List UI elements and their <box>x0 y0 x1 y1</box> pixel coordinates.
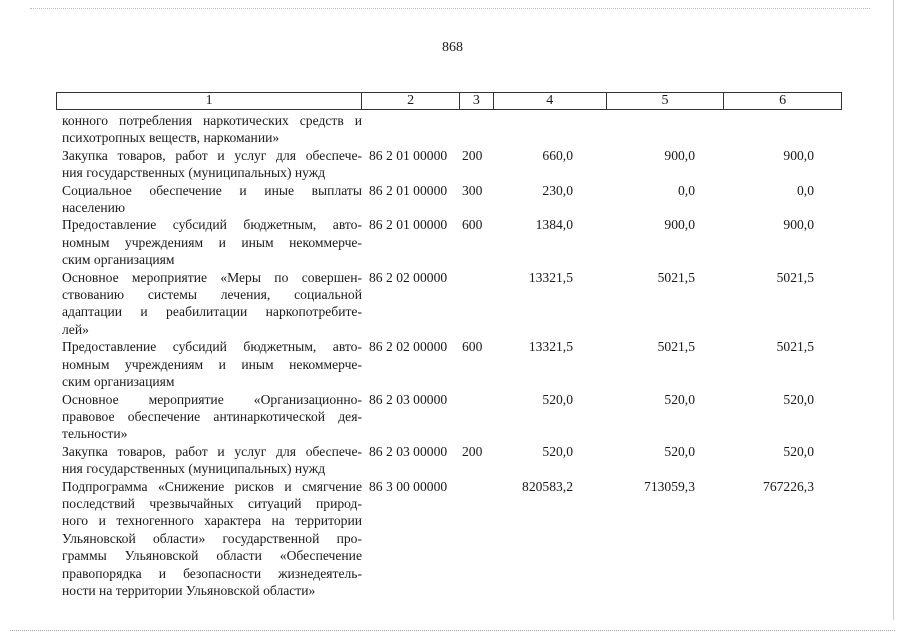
page-number: 868 <box>442 40 463 55</box>
header-col-3: 3 <box>460 93 494 109</box>
description-line: Основное мероприятие «Меры по совершен- <box>62 269 362 285</box>
description-line: Подпрограмма «Снижение рисков и смягчение <box>62 478 362 494</box>
description-line: ния государственных (муниципальных) нужд <box>62 461 326 477</box>
scan-edge-bottom <box>10 630 895 631</box>
row-value-col-4: 820583,2 <box>522 478 573 494</box>
row-expense-type: 200 <box>462 443 483 459</box>
header-col-6: 6 <box>779 93 787 108</box>
row-description <box>56 338 362 390</box>
row-description <box>56 443 362 478</box>
description-line: психотропных веществ, наркомании» <box>62 130 280 146</box>
row-target-code: 86 2 03 00000 <box>369 391 448 407</box>
table-row <box>56 478 842 600</box>
row-value-col-6 <box>725 112 842 147</box>
row-expense-type <box>460 391 494 443</box>
table-row <box>56 216 842 268</box>
row-target-code: 86 2 01 00000 <box>369 182 448 198</box>
row-value-col-6: 767226,3 <box>763 478 814 494</box>
row-description <box>56 182 362 217</box>
description-line: населению <box>62 200 126 216</box>
row-value-col-4: 520,0 <box>542 443 573 459</box>
description-line: последствий чрезвычайных ситуаций природ- <box>62 495 362 511</box>
row-value-col-5 <box>607 112 725 147</box>
row-value-col-5: 520,0 <box>664 443 695 459</box>
row-value-col-5: 5021,5 <box>657 339 695 355</box>
table-row <box>56 391 842 443</box>
row-expense-type: 200 <box>462 147 483 163</box>
row-expense-type: 600 <box>462 217 483 233</box>
description-line: лей» <box>62 321 89 337</box>
description-line: правопорядка и безопасности жизнедеятель- <box>62 565 362 581</box>
header-col-4: 4 <box>494 93 607 109</box>
row-value-col-5: 900,0 <box>664 147 695 163</box>
row-expense-type <box>460 269 494 339</box>
scan-edge-top <box>30 8 870 9</box>
row-value-col-4: 13321,5 <box>528 269 573 285</box>
row-description <box>56 216 362 268</box>
row-expense-type <box>460 478 494 600</box>
row-description <box>56 112 362 147</box>
row-target-code: 86 2 02 00000 <box>369 269 448 285</box>
row-description <box>56 391 362 443</box>
description-line: Закупка товаров, работ и услуг для обеспече- <box>62 443 362 459</box>
row-value-col-6: 900,0 <box>783 147 814 163</box>
row-value-col-6: 520,0 <box>783 443 814 459</box>
description-line: ским организациям <box>62 252 175 268</box>
description-line: ским организациям <box>62 374 175 390</box>
row-value-col-4: 13321,5 <box>528 339 573 355</box>
row-target-code <box>362 112 460 147</box>
row-value-col-5: 0,0 <box>678 182 695 198</box>
description-line: номным учреждениям и иным некоммерче- <box>62 356 362 372</box>
description-line: тельности» <box>62 426 128 442</box>
table-row <box>56 147 842 182</box>
table-row <box>56 182 842 217</box>
row-value-col-6: 520,0 <box>783 391 814 407</box>
row-value-col-6: 5021,5 <box>776 269 814 285</box>
row-description <box>56 269 362 339</box>
row-value-col-4: 230,0 <box>542 182 573 198</box>
row-value-col-5: 520,0 <box>664 391 695 407</box>
table-body <box>56 112 842 599</box>
description-line: Социальное обеспечение и иные выплаты <box>62 182 362 198</box>
description-line: адаптации и реабилитации наркопотребите- <box>62 304 362 320</box>
header-col-1: 1 <box>57 93 362 109</box>
row-description <box>56 147 362 182</box>
row-value-col-6: 5021,5 <box>776 339 814 355</box>
row-description <box>56 478 362 600</box>
description-line: ния государственных (муниципальных) нужд <box>62 165 326 181</box>
row-expense-type: 600 <box>462 339 483 355</box>
row-value-col-6: 900,0 <box>783 217 814 233</box>
description-line: Ульяновской области» государственной про- <box>62 530 362 546</box>
table-header <box>56 92 842 110</box>
row-value-col-6: 0,0 <box>797 182 814 198</box>
row-value-col-5: 5021,5 <box>657 269 695 285</box>
table-row <box>56 443 842 478</box>
row-value-col-5: 713059,3 <box>644 478 695 494</box>
row-value-col-4: 520,0 <box>542 391 573 407</box>
row-value-col-4: 660,0 <box>542 147 573 163</box>
row-value-col-4 <box>494 112 607 147</box>
description-line: ного и техногенного характера на территории <box>62 513 362 529</box>
row-value-col-5: 900,0 <box>664 217 695 233</box>
description-line: граммы Ульяновской области «Обеспечение <box>62 548 362 564</box>
description-line: ствованию системы лечения, социальной <box>62 287 362 303</box>
row-target-code: 86 3 00 00000 <box>369 478 448 494</box>
row-expense-type: 300 <box>462 182 483 198</box>
description-line: ности на территории Ульяновской области» <box>62 582 316 598</box>
description-line: правовое обеспечение антинаркотической дея- <box>62 408 362 424</box>
header-col-5: 5 <box>607 93 725 109</box>
description-line: номным учреждениям и иным некоммерче- <box>62 234 362 250</box>
row-expense-type <box>460 112 494 147</box>
row-value-col-4: 1384,0 <box>535 217 573 233</box>
description-line: Закупка товаров, работ и услуг для обеспече- <box>62 147 362 163</box>
header-col-2: 2 <box>362 93 460 109</box>
row-target-code: 86 2 02 00000 <box>369 339 448 355</box>
scan-edge-right <box>893 0 894 620</box>
row-target-code: 86 2 01 00000 <box>369 147 448 163</box>
row-target-code: 86 2 01 00000 <box>369 217 448 233</box>
description-line: Предоставление субсидий бюджетным, авто- <box>62 339 362 355</box>
description-line: Предоставление субсидий бюджетным, авто- <box>62 217 362 233</box>
table-row <box>56 338 842 390</box>
row-target-code: 86 2 03 00000 <box>369 443 448 459</box>
description-line: Основное мероприятие «Организационно- <box>62 391 362 407</box>
description-line: конного потребления наркотических средств и <box>62 113 362 128</box>
table-row <box>56 269 842 339</box>
table-row <box>56 112 842 147</box>
